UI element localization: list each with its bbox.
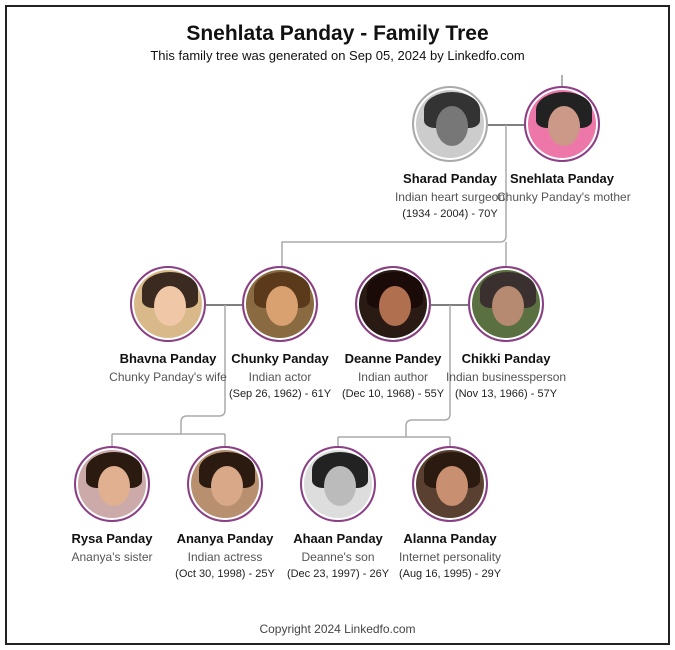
person-description: Internet personality: [398, 550, 502, 564]
person-card[interactable]: [385, 446, 515, 580]
person-description: Indian actor: [248, 370, 312, 384]
person-dates: (Aug 16, 1995) - 29Y: [398, 568, 502, 580]
avatar: [130, 266, 206, 342]
page-subtitle: This family tree was generated on Sep 05, 2024 by Linkedfo.com: [150, 48, 525, 63]
avatar: [468, 266, 544, 342]
avatar: [524, 86, 600, 162]
avatar: [355, 266, 431, 342]
person-name: Ananya Panday: [176, 531, 274, 546]
person-description: Chunky Panday's wife: [109, 370, 227, 384]
person-card[interactable]: [160, 446, 290, 580]
person-dates: (Dec 23, 1997) - 26Y: [286, 568, 390, 580]
person-card[interactable]: [441, 266, 571, 400]
person-card[interactable]: [273, 446, 403, 580]
person-dates: (Oct 30, 1998) - 25Y: [175, 568, 275, 580]
person-name: Chikki Panday: [461, 351, 551, 366]
person-card[interactable]: [497, 86, 631, 208]
person-name: Ahaan Panday: [293, 531, 383, 546]
person-description: Ananya's sister: [71, 550, 153, 564]
person-card[interactable]: [215, 266, 345, 400]
person-card[interactable]: [328, 266, 458, 400]
person-name: Sharad Panday: [403, 171, 497, 186]
page-title: Snehlata Panday - Family Tree: [186, 22, 489, 45]
person-dates: (Nov 13, 1966) - 57Y: [454, 388, 558, 400]
person-dates: (Dec 10, 1968) - 55Y: [341, 388, 445, 400]
avatar: [242, 266, 318, 342]
avatar: [300, 446, 376, 522]
person-dates: (Sep 26, 1962) - 61Y: [228, 388, 332, 400]
person-dates: (1934 - 2004) - 70Y: [402, 208, 498, 220]
person-description: Indian author: [357, 370, 429, 384]
person-name: Chunky Panday: [231, 351, 329, 366]
person-card[interactable]: [103, 266, 233, 388]
person-name: Snehlata Panday: [509, 171, 615, 186]
copyright: Copyright 2024 Linkedfo.com: [259, 622, 416, 636]
person-description: Indian businessperson: [445, 370, 567, 384]
avatar: [412, 86, 488, 162]
person-description: Chunky Panday's mother: [497, 190, 631, 204]
person-card[interactable]: [47, 446, 177, 568]
person-description: Indian actress: [187, 550, 263, 564]
person-name: Deanne Pandey: [344, 351, 442, 366]
person-description: Indian heart surgeon: [394, 190, 506, 204]
avatar: [74, 446, 150, 522]
person-name: Rysa Panday: [71, 531, 153, 546]
avatar: [187, 446, 263, 522]
person-name: Alanna Panday: [403, 531, 497, 546]
avatar: [412, 446, 488, 522]
person-name: Bhavna Panday: [119, 351, 217, 366]
person-description: Deanne's son: [301, 550, 375, 564]
person-card[interactable]: [385, 86, 515, 220]
